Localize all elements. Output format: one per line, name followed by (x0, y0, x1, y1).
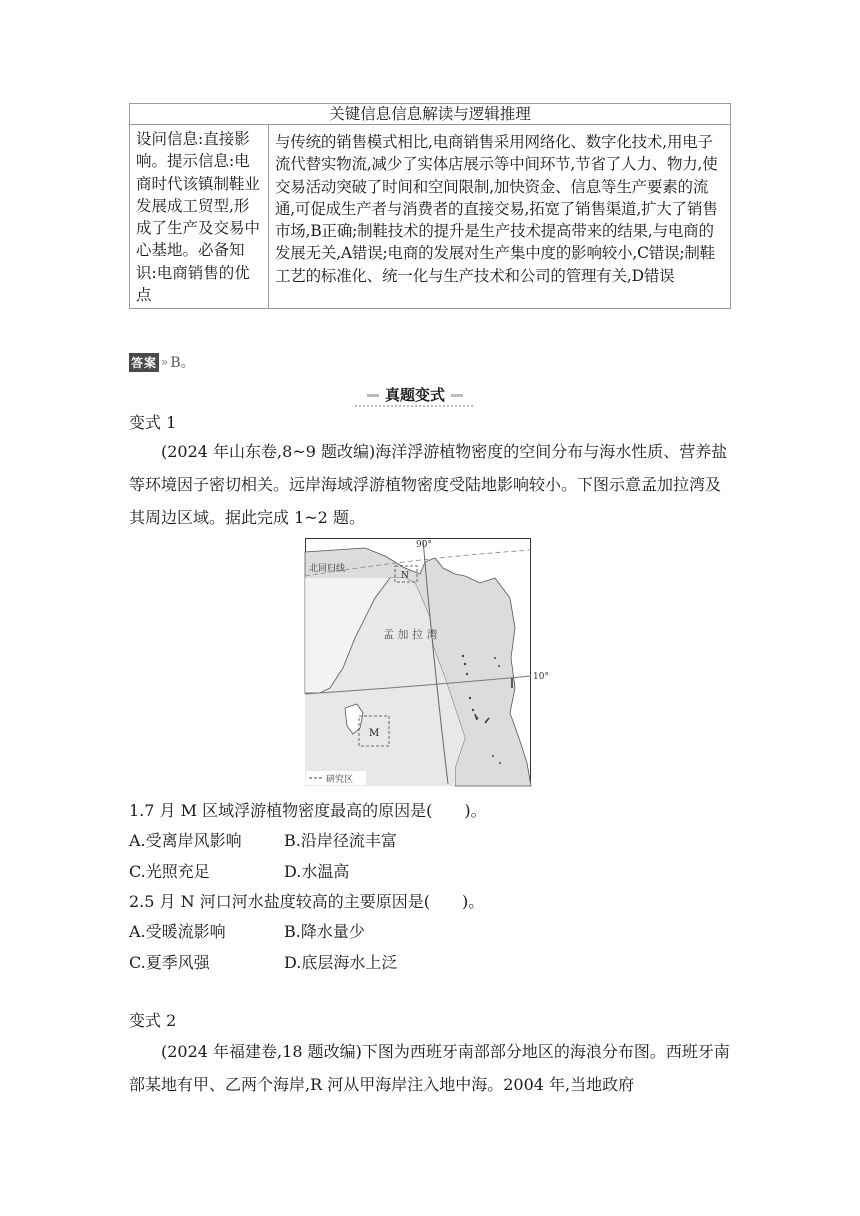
q1-option-c: C.光照充足 (129, 862, 210, 881)
q2-option-d: D.底层海水上泛 (284, 953, 398, 972)
variant1-intro: (2024 年山东卷,8~9 题改编)海洋浮游植物密度的空间分布与海水性质、营养盐等环境因子密切相关。远岸海域浮游植物密度受陆地影响较小。下图示意孟加拉湾及其周边区域。据此完成 1~2 题。 (129, 442, 728, 527)
section-title-text: 真题变式 (384, 386, 445, 404)
table-right-cell: 与传统的销售模式相比,电商销售采用网络化、数字化技术,用电子流代替实物流,减少了实体店展示等中间环节,节省了人力、物力,使交易活动突破了时间和空间限制,加快资金、信息等生产要素的流通,可促成生产者与消费者的直接交易,拓宽了销售渠道,扩大了销售市场,B正确;制鞋技术的提升是生产技术提高带来的结果,与电商的发展无关,A错误;电商的发展对生产集中度的影响较小,C错误;制鞋工艺的标准化、统一化与生产技术和公司的管理有关,D错误 (269, 125, 731, 309)
title-bar-right (451, 394, 463, 397)
double-chevron-icon: » (161, 355, 169, 369)
legend-label: 研究区 (326, 775, 354, 785)
latitude-label: 10° (533, 672, 549, 682)
answer-value: B。 (170, 355, 195, 371)
title-underline (355, 405, 475, 407)
bay-of-bengal-map (305, 538, 549, 786)
sea-label: 孟 加 拉 湾 (383, 628, 438, 641)
title-bar-left (367, 394, 379, 397)
answer-badge: 答案 (129, 353, 159, 372)
answer-line (129, 352, 195, 372)
q2-option-b: B.降水量少 (284, 922, 365, 941)
table-left-cell: 设问信息:直接影响。提示信息:电商时代该镇制鞋业发展成工贸型,形成了生产及交易中心基地。必备知识:电商销售的优点 (130, 125, 269, 309)
box-m-label: M (369, 728, 380, 739)
variant2-label: 变式 2 (129, 1011, 177, 1030)
q2-option-c: C.夏季风强 (129, 953, 210, 972)
section-title (355, 384, 475, 405)
box-n-label: N (401, 571, 409, 581)
q2-stem: 2.5 月 N 河口河水盐度较高的主要原因是( )。 (129, 892, 485, 911)
q2-option-a: A.受暖流影响 (129, 922, 226, 941)
analysis-table (129, 103, 731, 309)
q1-option-d: D.水温高 (284, 862, 350, 881)
variant2-intro: (2024 年福建卷,18 题改编)下图为西班牙南部部分地区的海浪分布图。西班牙南部某地有甲、乙两个海岸,R 河从甲海岸注入地中海。2004 年,当地政府 (129, 1042, 730, 1094)
table-header: 关键信息信息解读与逻辑推理 (130, 104, 731, 125)
q1-stem: 1.7 月 M 区域浮游植物密度最高的原因是( )。 (129, 801, 487, 820)
q1-option-b: B.沿岸径流丰富 (284, 831, 397, 850)
q1-option-a: A.受离岸风影响 (129, 831, 242, 850)
longitude-label: 90° (416, 540, 432, 550)
tropic-label: 北回归线 (309, 564, 346, 574)
variant1-label: 变式 1 (129, 413, 177, 432)
